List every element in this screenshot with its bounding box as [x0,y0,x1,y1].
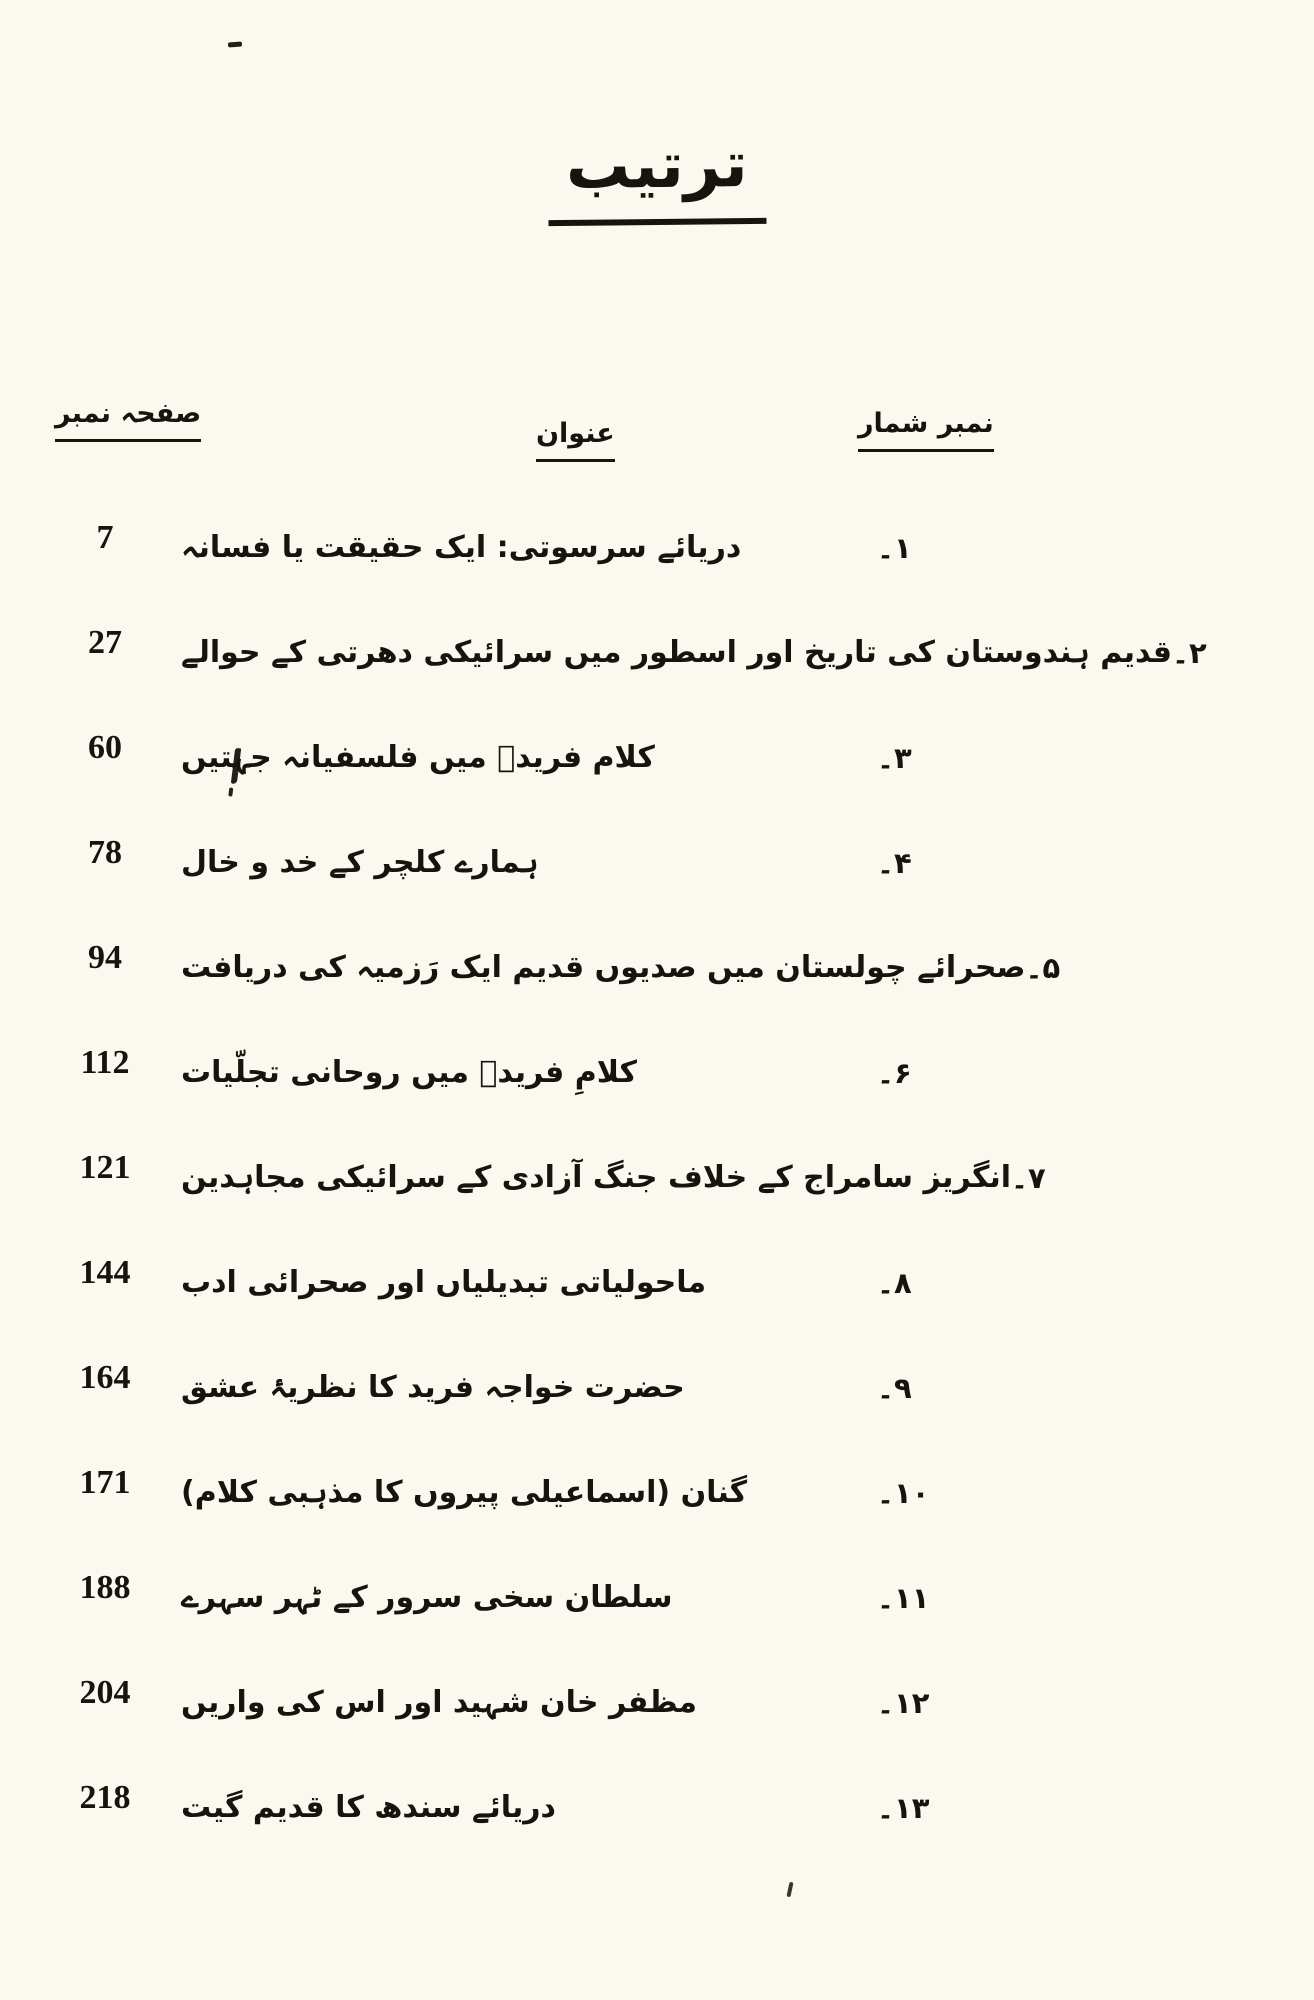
entry-title-text: سلطان سخی سرور کے ٹہر سہرے [181,1580,673,1615]
table-row [55,1755,965,1860]
page-number: 218 [79,1778,131,1816]
table-row [55,1650,965,1755]
entry-title-text: دریائے سرسوتی: ایک حقیقت یا فسانہ [181,530,742,565]
entry-serial: ۲۔ [1172,635,1207,670]
page-number: 94 [88,938,122,976]
entry-title-text: مظفر خان شہید اور اس کی واریں [181,1685,698,1720]
page-number: 144 [79,1253,131,1291]
entry-title [155,740,877,775]
page-number: 204 [79,1673,131,1711]
entry-title-text: کلام فریدؒ میں فلسفیانہ جہتیں [181,740,655,775]
table-row [55,1230,965,1335]
entry-title [155,950,1025,985]
page-number: 78 [88,833,122,871]
entry-title [155,1370,877,1405]
page-title-wrap [0,128,1314,225]
entry-title [155,530,877,565]
entry-title [155,1685,877,1720]
entry-title-text: قدیم ہندوستان کی تاریخ اور اسطور میں سرائیکی دھرتی کے حوالے [181,635,1173,670]
entry-serial: ۱۳۔ [877,1790,930,1825]
toc-rows [55,495,1207,1860]
entry-title [155,845,877,880]
entry-title-text: ماحولیاتی تبدیلیاں اور صحرائی ادب [181,1265,707,1300]
entry-title-text: انگریز سامراج کے خلاف جنگ آزادی کے سرائیکی مجاہدین [181,1160,1012,1195]
table-row [55,495,965,600]
entry-title-text: ہمارے کلچر کے خد و خال [181,845,539,880]
table-row [55,1545,965,1650]
entry-serial: ۴۔ [877,845,912,880]
entry-serial: ۱۲۔ [877,1685,930,1720]
table-row [55,1335,965,1440]
ink-mark-bottom [786,1882,793,1898]
column-header-heading: عنوان [536,418,615,462]
page-number: 121 [79,1148,131,1186]
entry-serial: ۸۔ [877,1265,912,1300]
entry-title [155,635,1172,670]
entry-title-text: گنان (اسماعیلی پیروں کا مذہبی کلام) [181,1475,748,1510]
table-row [55,705,965,810]
entry-title-text: حضرت خواجہ فرید کا نظریۂ عشق [181,1370,685,1405]
page-number: 112 [80,1043,130,1081]
table-row [55,915,1061,1020]
table-row [55,600,1207,705]
page-number: 188 [79,1568,131,1606]
entry-title [155,1055,877,1090]
entry-title [155,1580,877,1615]
entry-serial: ۱۱۔ [877,1580,930,1615]
entry-serial: ۹۔ [877,1370,912,1405]
page-number: 27 [88,623,122,661]
table-row [55,810,965,915]
column-header-page-number: صفحہ نمبر [55,398,201,442]
page-number: 164 [79,1358,131,1396]
entry-title-text: دریائے سندھ کا قدیم گیت [181,1790,556,1825]
entry-title-text: کلامِ فریدؒ میں روحانی تجلّیات [181,1055,637,1090]
page-number: 171 [79,1463,131,1501]
table-row [55,1440,965,1545]
page-title: ترتیب [548,127,767,226]
entry-title [155,1265,877,1300]
table-row [55,1125,1046,1230]
page-number: 7 [96,518,114,556]
entry-serial: ۵۔ [1025,950,1061,985]
entry-serial: ۱۰۔ [877,1475,930,1510]
column-header-serial: نمبر شمار [858,408,994,452]
entry-serial: ۶۔ [877,1055,912,1090]
entry-serial: ۱۔ [877,530,912,565]
entry-serial: ۳۔ [877,740,912,775]
page-number: 60 [88,728,122,766]
entry-serial: ۷۔ [1011,1160,1046,1195]
entry-title [155,1160,1011,1195]
entry-title [155,1475,877,1510]
entry-title [155,1790,877,1825]
entry-title-text: صحرائے چولستان میں صدیوں قدیم ایک رَزمیہ کی دریافت [181,950,1026,985]
table-row [55,1020,965,1125]
ink-mark-top [228,42,242,48]
